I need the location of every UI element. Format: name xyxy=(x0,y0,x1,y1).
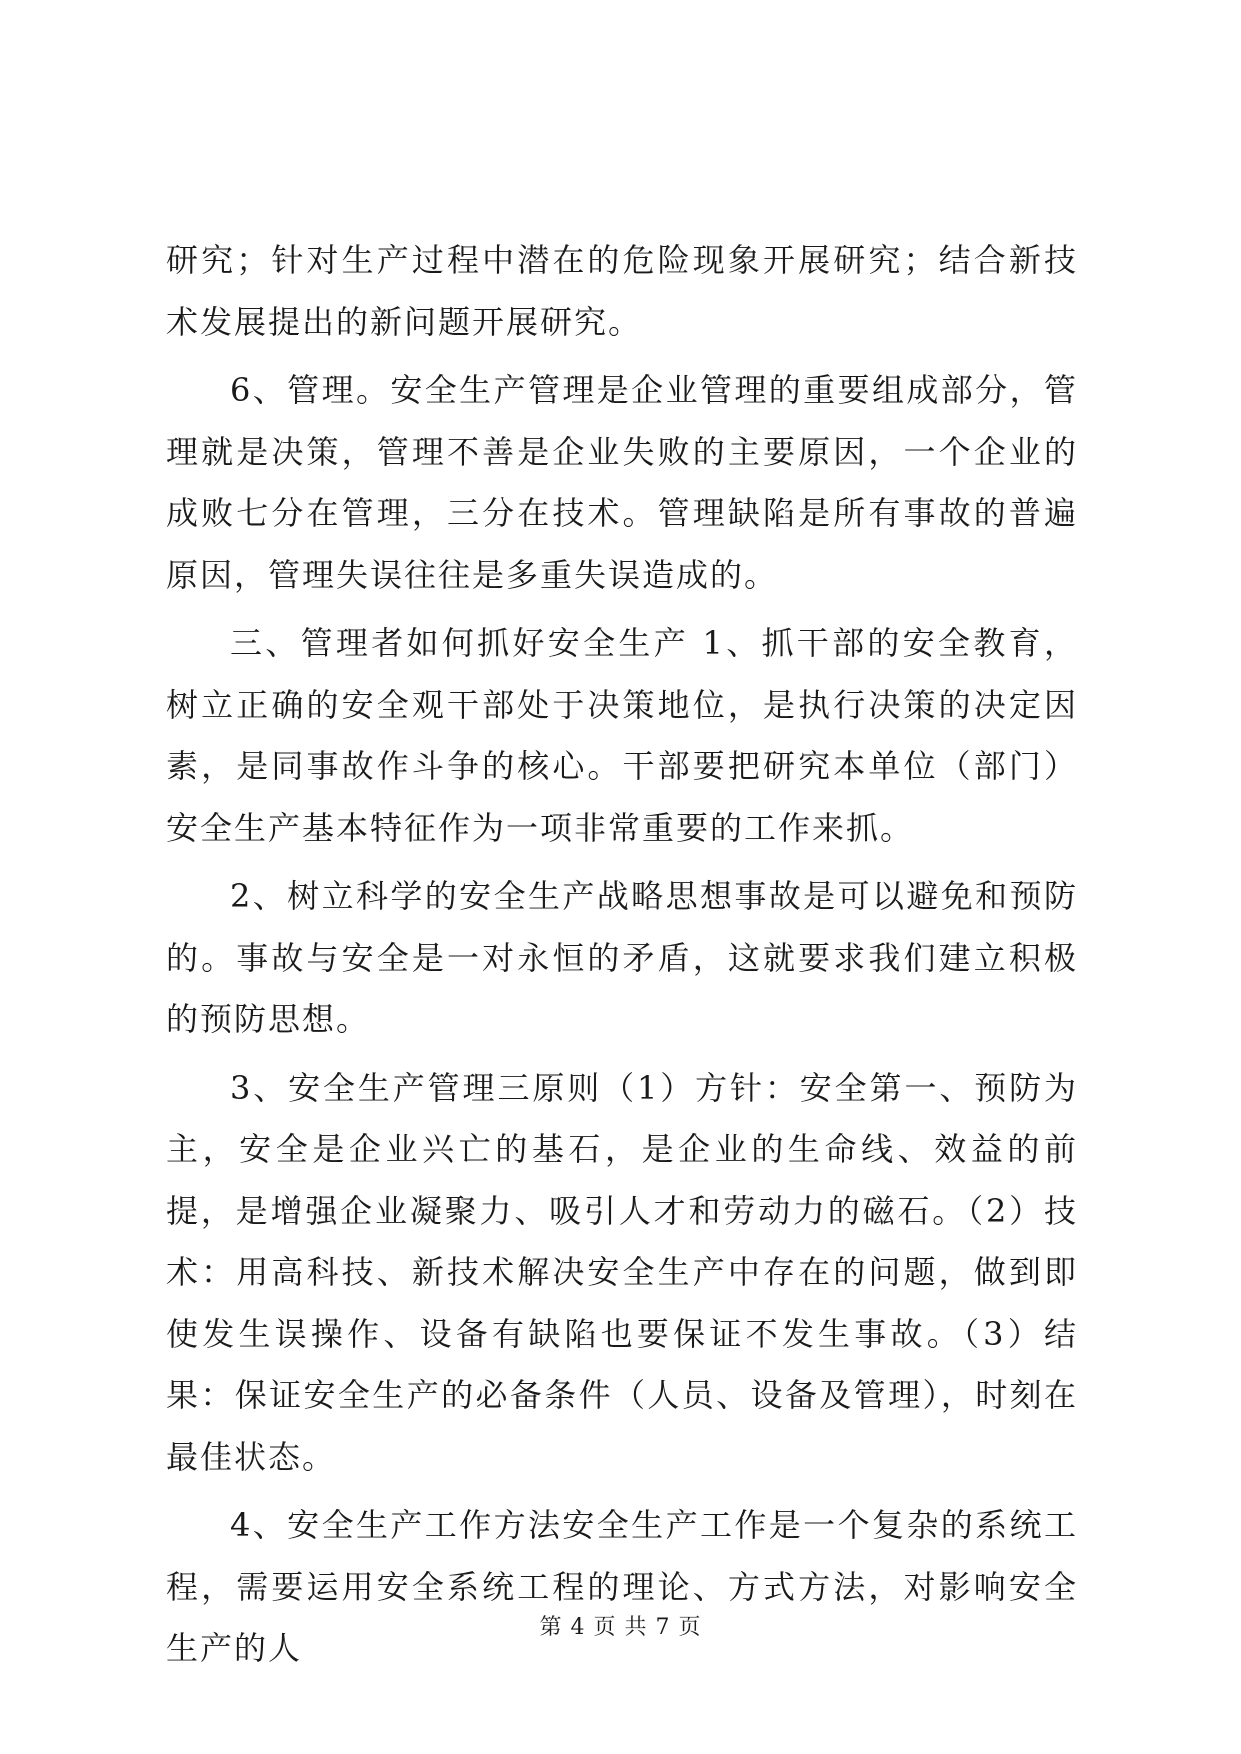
paragraph-strategy: 2、树立科学的安全生产战略思想事故是可以避免和预防的。事故与安全是一对永恒的矛盾，这就要求我们建立积极的预防思想。 xyxy=(166,877,1078,1038)
paragraph-management: 6、管理。安全生产管理是企业管理的重要组成部分，管理就是决策，管理不善是企业失败的主要原因，一个企业的成败七分在管理，三分在技术。管理缺陷是所有事故的普遍原因，管理失误往往是多重失误造成的。 xyxy=(166,371,1078,594)
document-body xyxy=(166,230,1078,1680)
paragraph-principles: 3、安全生产管理三原则（1）方针：安全第一、预防为主，安全是企业兴亡的基石，是企业的生命线、效益的前提，是增强企业凝聚力、吸引人才和劳动力的磁石。（2）技术：用高科技、新技术解决安全生产中存在的问题，做到即使发生误操作、设备有缺陷也要保证不发生事故。（3）结果：保证安全生产的必备条件（人员、设备及管理），时刻在最佳状态。 xyxy=(166,1068,1078,1476)
paragraph-section-three: 三、管理者如何抓好安全生产 1、抓干部的安全教育，树立正确的安全观干部处于决策地位，是执行决策的决定因素，是同事故作斗争的核心。干部要把研究本单位（部门）安全生产基本特征作为一项非常重要的工作来抓。 xyxy=(166,624,1078,847)
page-number-footer: 第 4 页 共 7 页 xyxy=(539,1615,702,1640)
paragraph-continuation: 研究；针对生产过程中潜在的危险现象开展研究；结合新技术发展提出的新问题开展研究。 xyxy=(166,241,1078,341)
paragraph-methods: 4、安全生产工作方法安全生产工作是一个复杂的系统工程，需要运用安全系统工程的理论、方式方法，对影响安全生产的人 xyxy=(166,1506,1078,1667)
